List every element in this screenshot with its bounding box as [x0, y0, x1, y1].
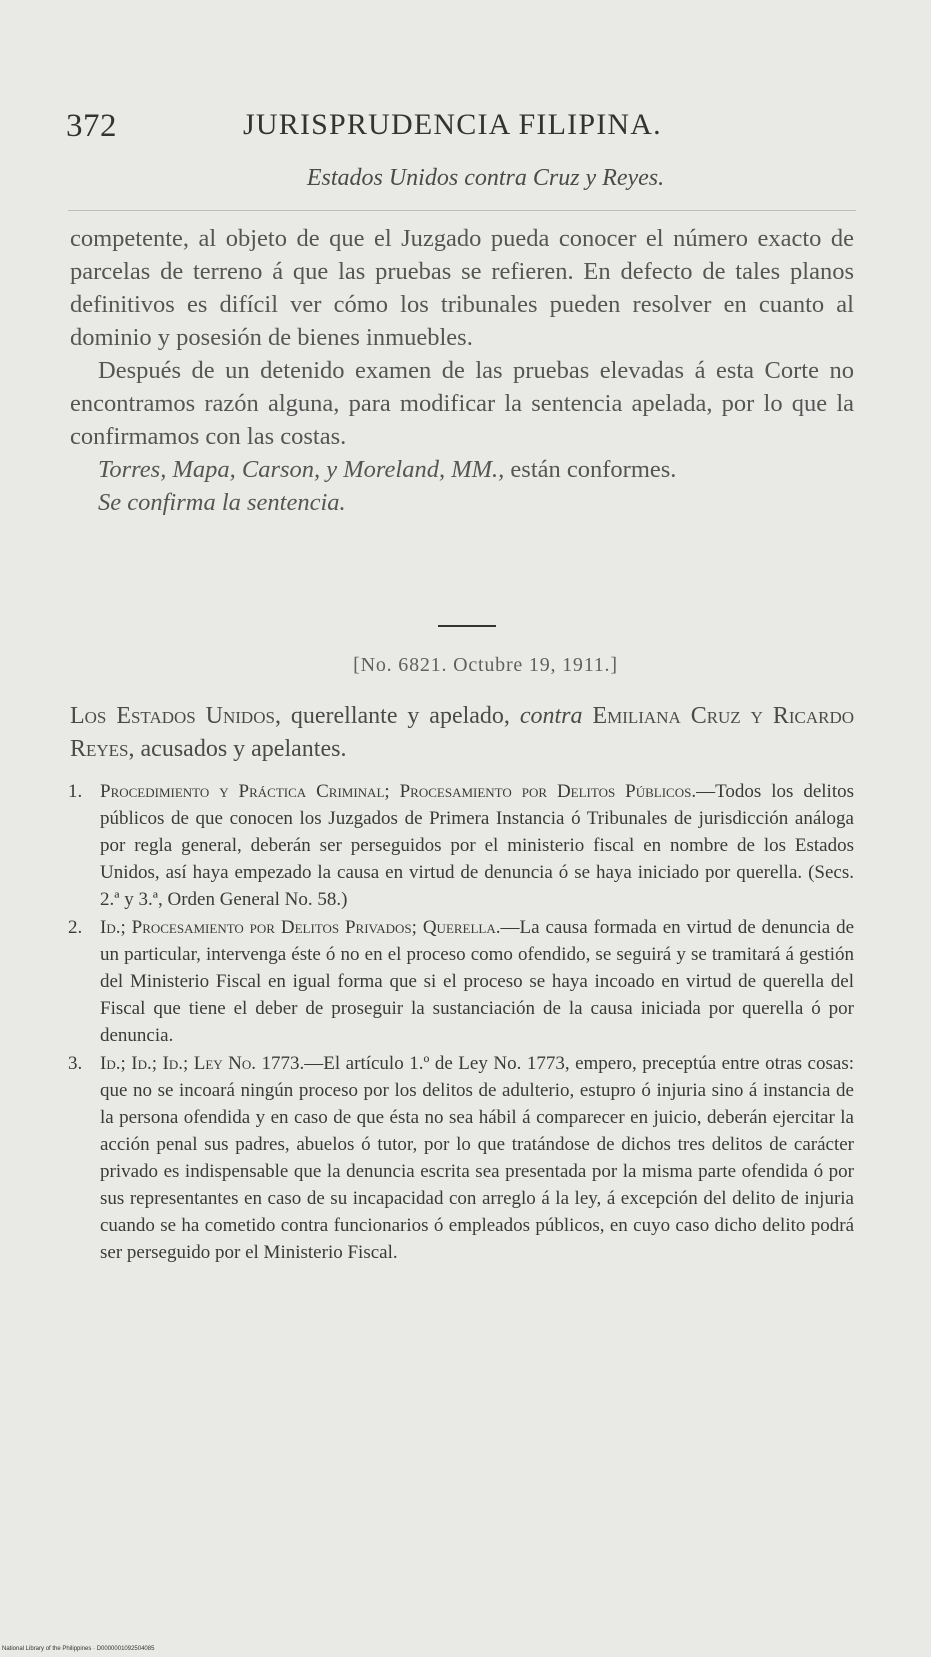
- plaintiff-role: , querellante y apelado,: [274, 703, 520, 729]
- syllabus-item: [70, 778, 854, 913]
- syllabus-item: [70, 914, 854, 1049]
- opinion-paragraph: Después de un detenido examen de las pruebas elevadas á esta Corte no encontramos razón alguna, para modificar la sentencia apelada, por lo que la confirmamos con las costas.: [70, 357, 854, 450]
- plaintiff: Los Estados Unidos: [70, 703, 275, 729]
- publication-title: JURISPRUDENCIA FILIPINA.: [243, 108, 662, 141]
- contra-word: contra: [519, 703, 583, 729]
- syllabus-text: —La causa formada en virtud de denuncia de un particular, intervenga éste ó no en el proceso como ofendido, se seguirá y se tramitará á gestión del Ministerio Fiscal en igual forma que si el proceso se haya incoado en virtud de querella del Fiscal que tiene el deber de proseguir la sustanciación de la causa iniciada por querella ó por denuncia.: [100, 917, 854, 1046]
- concurrence-line: [70, 453, 854, 486]
- syllabus-heading: Procedimiento y Práctica Criminal; Procesamiento por Delitos Públicos.: [100, 781, 697, 802]
- disposition: Se confirma la sentencia.: [98, 489, 346, 516]
- concurrence-text: están conformes.: [504, 456, 677, 483]
- defendants-role: , acusados y apelantes.: [128, 736, 347, 762]
- case-parties: [70, 700, 854, 766]
- syllabus-heading: Id.; Id.; Id.; Ley No. 1773.: [100, 1053, 305, 1074]
- case-number: [No. 6821. Octubre 19, 1911.]: [353, 654, 618, 676]
- header-rule: [68, 210, 856, 211]
- syllabus-number: 2.: [68, 917, 83, 938]
- scan-footer: National Library of the Philippines · D0000001092504085: [2, 1646, 155, 1652]
- case-running-title: Estados Unidos contra Cruz y Reyes.: [306, 165, 665, 191]
- concurring-justices: Torres, Mapa, Carson, y Moreland, MM.,: [98, 456, 505, 483]
- opinion-text: [70, 222, 854, 519]
- running-header: [66, 100, 856, 150]
- section-divider: [438, 625, 496, 627]
- syllabus-text: —El artículo 1.º de Ley No. 1773, empero, preceptúa entre otras cosas: que no se incoará ningún proceso por los delitos de adulterio, estupro ó injuria sino á instancia de la persona ofendida y en caso de que ésta no sea hábil á comparecer en juicio, deberán ejercitar la acción penal sus padres, abuelos ó tutor, por lo que tratándose de dichos tres delitos de carácter privado es indispensable que la denuncia escrita sea presentada por la misma parte ofendida ó por sus representantes en caso de su incapacidad con arreglo á la ley, á excepción del delito de injuria cuando se ha cometido contra funcionarios ó empleados públicos, en cuyo caso dicho delito podrá ser perseguido por el Ministerio Fiscal.: [100, 1053, 854, 1263]
- syllabus: [70, 778, 854, 1267]
- syllabus-item: [70, 1050, 854, 1266]
- opinion-paragraph: competente, al objeto de que el Juzgado pueda conocer el número exacto de parcelas de terreno á que las pruebas se refieren. En defecto de tales planos definitivos es difícil ver cómo los tribunales pueden resolver en cuanto al dominio y posesión de bienes inmuebles.: [70, 225, 854, 351]
- syllabus-text: —Todos los delitos públicos de que conocen los Juzgados de Primera Instancia ó Tribunales de jurisdicción análoga por regla general, deberán ser perseguidos por el ministerio fiscal en nombre de los Estados Unidos, así haya empezado la causa en virtud de denuncia ó se haya iniciado por querella. (Secs. 2.ª y 3.ª, Orden General No. 58.): [100, 781, 854, 910]
- page-number: 372: [66, 108, 117, 144]
- syllabus-heading: Id.; Procesamiento por Delitos Privados; Querella.: [100, 917, 501, 938]
- defendants: Emiliana Cruz y Ricardo Reyes: [70, 703, 854, 762]
- syllabus-number: 3.: [68, 1053, 83, 1074]
- syllabus-number: 1.: [68, 781, 83, 802]
